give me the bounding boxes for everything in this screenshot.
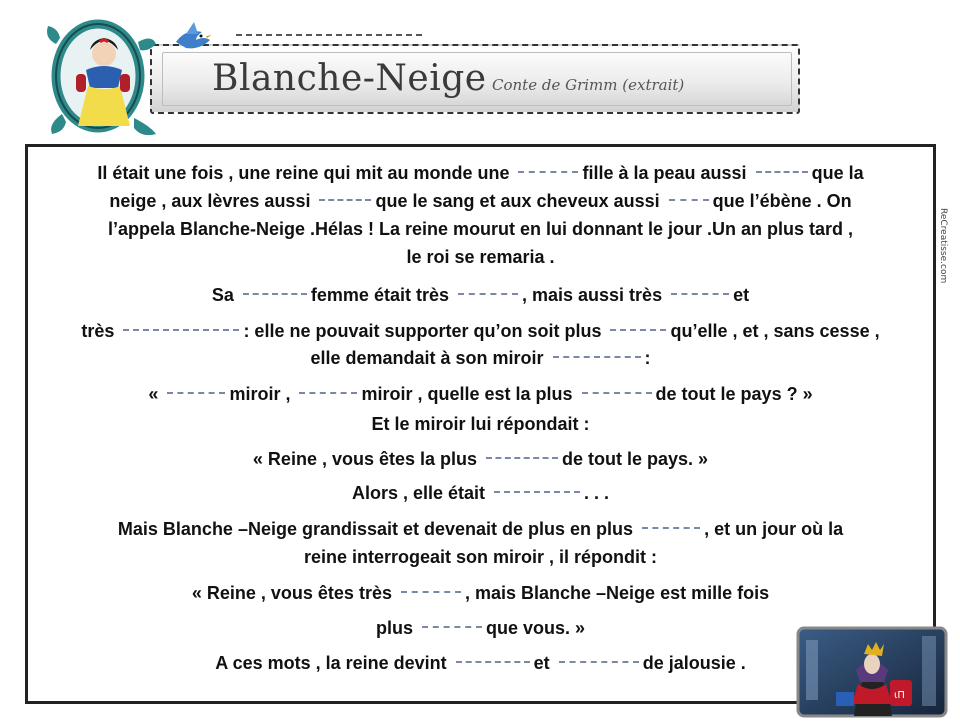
story-text-segment: Sa	[211, 285, 234, 305]
story-text-segment: Mais Blanche –Neige grandissait et devenait de plus en plus	[117, 519, 634, 539]
story-text-segment: miroir ,	[229, 384, 291, 404]
story-text-segment: « Reine , vous êtes très	[191, 583, 392, 603]
fill-in-blank[interactable]	[243, 293, 307, 295]
bluebird-icon	[170, 20, 214, 56]
story-text-segment: , et un jour où la	[704, 519, 844, 539]
story-text-segment: Alors , elle était	[351, 483, 486, 503]
story-line	[28, 410, 933, 438]
story-text-segment: miroir , quelle est la plus	[361, 384, 573, 404]
evil-queen-image	[796, 626, 948, 718]
site-credit	[938, 208, 960, 298]
fill-in-blank[interactable]	[553, 356, 641, 358]
story-text-segment: très	[81, 321, 115, 341]
story-text-segment: que vous. »	[486, 618, 586, 638]
story-line	[28, 344, 933, 372]
story-text-segment: et	[733, 285, 750, 305]
story-text-segment: :	[644, 348, 651, 368]
story-text-segment: Et le miroir lui répondait :	[371, 414, 590, 434]
story-text-segment: plus	[375, 618, 413, 638]
story-line	[28, 515, 933, 543]
story-text-segment: , mais aussi très	[522, 285, 663, 305]
story-text-segment: , mais Blanche –Neige est mille fois	[464, 583, 770, 603]
fill-in-blank[interactable]	[319, 199, 371, 201]
story-line	[28, 380, 933, 408]
story-text-segment: de tout le pays ? »	[655, 384, 813, 404]
story-text-segment: « Reine , vous êtes la plus	[252, 449, 478, 469]
story-text-segment: que le sang et aux cheveux aussi	[375, 191, 660, 211]
fill-in-blank[interactable]	[456, 661, 530, 663]
story-text-segment: femme était très	[310, 285, 449, 305]
credit-text: ReCreatisse.com	[938, 208, 948, 284]
story-line	[28, 243, 933, 271]
story-line	[28, 187, 933, 215]
fill-in-blank[interactable]	[518, 171, 578, 173]
story-text-segment: elle demandait à son miroir	[310, 348, 544, 368]
fill-in-blank[interactable]	[123, 329, 239, 331]
story-text-segment: reine interrogeait son miroir , il répondit :	[303, 547, 658, 567]
story-text-segment: et	[533, 653, 550, 673]
fill-in-blank[interactable]	[610, 329, 666, 331]
fill-in-blank[interactable]	[167, 392, 225, 394]
story-text-segment: Il était une fois , une reine qui mit au monde une	[97, 163, 510, 183]
svg-text:ιΠ: ιΠ	[894, 690, 905, 701]
story-line	[28, 479, 933, 507]
story-text-segment: qu’elle , et , sans cesse ,	[670, 321, 880, 341]
fill-in-blank[interactable]	[486, 457, 558, 459]
fill-in-blank[interactable]	[494, 491, 580, 493]
fill-in-blank[interactable]	[671, 293, 729, 295]
story-text-segment: «	[148, 384, 159, 404]
fill-in-blank[interactable]	[756, 171, 808, 173]
story-text-segment: l’appela Blanche-Neige .Hélas ! La reine mourut en lui donnant le jour .Un an plus tard ,	[107, 219, 854, 239]
title-banner	[150, 44, 800, 114]
page-subtitle: Conte de Grimm (extrait)	[492, 76, 685, 94]
fill-in-blank[interactable]	[422, 626, 482, 628]
fill-in-blank[interactable]	[582, 392, 652, 394]
fill-in-blank[interactable]	[559, 661, 639, 663]
story-text-segment: . . .	[584, 483, 610, 503]
text-box	[25, 144, 936, 704]
story-text-segment: le roi se remaria .	[406, 247, 555, 267]
fill-in-blank[interactable]	[401, 591, 461, 593]
fill-in-blank[interactable]	[458, 293, 518, 295]
story-text-segment: de tout le pays. »	[562, 449, 709, 469]
story-text-segment: : elle ne pouvait supporter qu’on soit plus	[243, 321, 602, 341]
story-text-segment: que la	[811, 163, 864, 183]
story-text-segment: neige , aux lèvres aussi	[109, 191, 311, 211]
fill-in-blank[interactable]	[669, 199, 709, 201]
story-line	[28, 317, 933, 345]
fill-in-blank[interactable]	[299, 392, 357, 394]
story-text-segment: A ces mots , la reine devint	[215, 653, 447, 673]
story-text-segment: fille à la peau aussi	[582, 163, 747, 183]
fill-in-blank[interactable]	[642, 527, 700, 529]
top-dashed-line	[236, 34, 422, 36]
story-line	[28, 215, 933, 243]
story-line	[28, 159, 933, 187]
story-text-segment: de jalousie .	[642, 653, 746, 673]
story-text-segment: que l’ébène . On	[712, 191, 852, 211]
story-line	[28, 281, 933, 309]
story-line	[28, 543, 933, 571]
snow-white-frame-icon	[42, 14, 174, 140]
story-line	[28, 579, 933, 607]
page-title: Blanche-Neige	[212, 58, 487, 99]
story-line	[28, 445, 933, 473]
